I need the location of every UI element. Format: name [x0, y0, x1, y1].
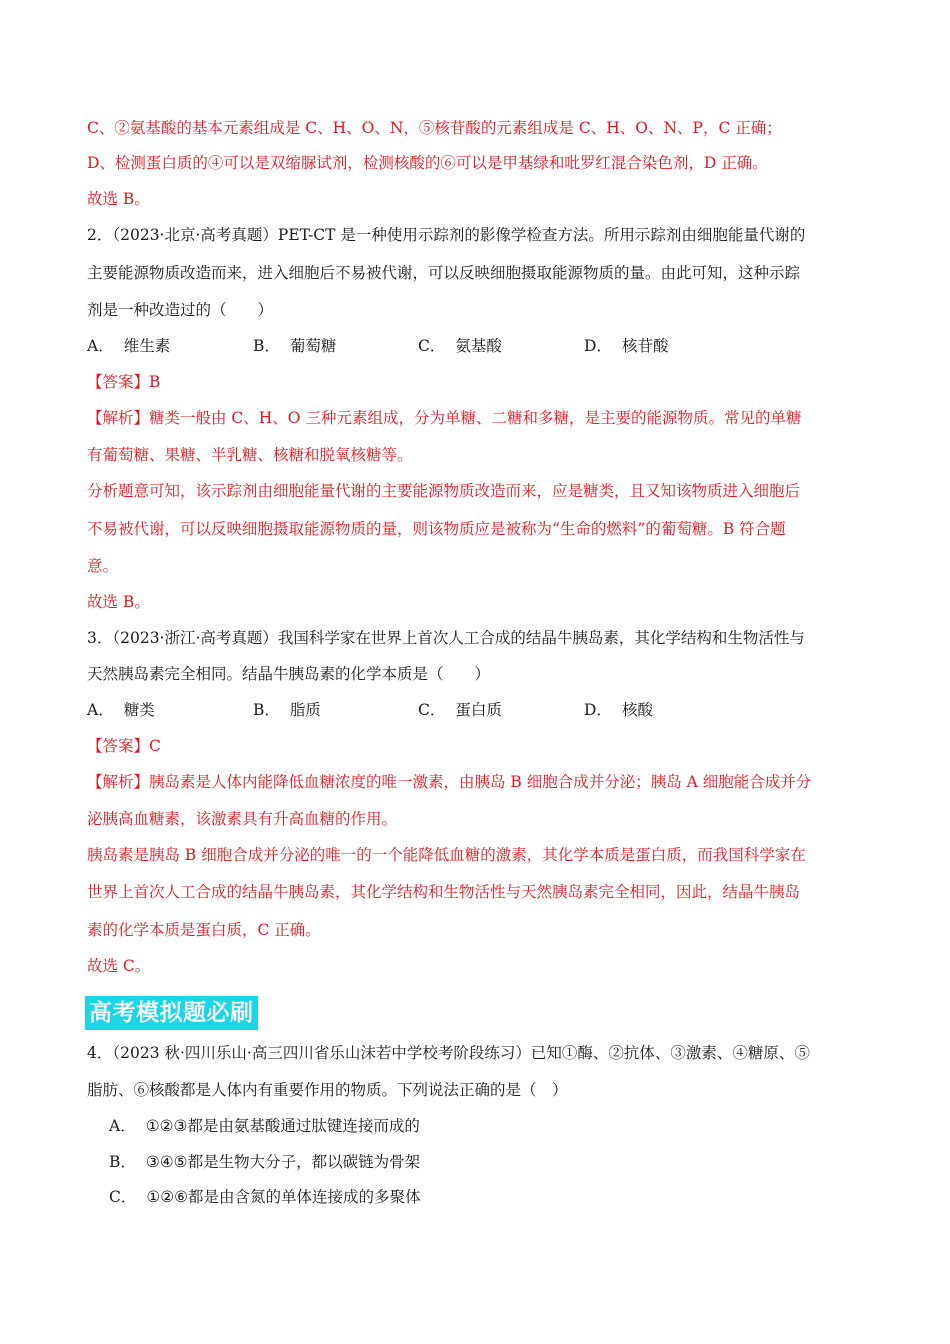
q2-stem: 主要能源物质改造而来，进入细胞后不易被代谢，可以反映细胞摄取能源物质的量。由此可知，这种示踪	[87, 264, 801, 282]
q3-stem: 天然胰岛素完全相同。结晶牛胰岛素的化学本质是（ ）	[87, 665, 491, 683]
q2-option-c	[418, 336, 502, 356]
q4-option-a	[109, 1116, 420, 1136]
section-banner: 高考模拟题必刷	[85, 996, 258, 1030]
q2-option-b	[253, 336, 336, 356]
option-label: A．	[87, 337, 114, 355]
option-label: A．	[87, 701, 114, 719]
option-text: 核苷酸	[621, 337, 669, 355]
q2-analysis: 分析题意可知，该示踪剂由细胞能量代谢的主要能源物质改造而来，应是糖类，且又知该物质进入细胞后	[87, 482, 801, 500]
option-text: ①②⑥都是由含氮的单体连接成的多聚体	[146, 1188, 421, 1206]
option-text: 蛋白质	[455, 701, 502, 719]
q4-option-b	[109, 1152, 420, 1172]
option-label: C．	[418, 337, 446, 355]
q3-analysis: 胰岛素是胰岛 B 细胞合成并分泌的唯一的一个能降低血糖的激素，其化学本质是蛋白质，而我国科学家在	[87, 846, 806, 864]
conclusion: 故选 B。	[87, 190, 150, 208]
q3-analysis: 素的化学本质是蛋白质，C 正确。	[87, 921, 321, 939]
q2-option-a	[87, 336, 170, 356]
q2-analysis: 意。	[87, 557, 119, 575]
q2-stem: 剂是一种改造过的（ ）	[87, 301, 274, 319]
q2-option-d	[584, 336, 668, 356]
option-text: ①②③都是由氨基酸通过肽键连接而成的	[145, 1117, 420, 1135]
q2-analysis: 有葡萄糖、果糖、半乳糖、核糖和脱氧核糖等。	[87, 446, 413, 464]
q2-conclusion: 故选 B。	[87, 593, 150, 611]
q2-analysis: 【解析】糖类一般由 C、H、O 三种元素组成，分为单糖、二糖和多糖，是主要的能源物质。常见的单糖	[87, 409, 802, 427]
q2-stem: 2．（2023·北京·高考真题）PET-CT 是一种使用示踪剂的影像学检查方法。所用示踪剂由细胞能量代谢的	[87, 226, 806, 244]
option-text: 氨基酸	[455, 337, 502, 355]
option-label: B．	[253, 337, 280, 355]
q3-conclusion: 故选 C。	[87, 957, 151, 975]
option-text: 维生素	[123, 337, 171, 355]
option-label: D．	[584, 337, 612, 355]
option-text: 脂质	[289, 701, 321, 719]
option-text: 核酸	[621, 701, 653, 719]
q2-answer: 【答案】B	[87, 373, 161, 391]
q3-analysis: 世界上首次人工合成的结晶牛胰岛素，其化学结构和生物活性与天然胰岛素完全相同，因此，结晶牛胰岛	[87, 883, 801, 901]
q3-option-d	[584, 700, 653, 720]
option-label: C．	[109, 1188, 137, 1206]
q3-option-c	[418, 700, 502, 720]
option-label: A．	[109, 1117, 136, 1135]
option-label: C．	[418, 701, 446, 719]
analysis-line-c: C、②氨基酸的基本元素组成是 C、H、O、N，⑤核苷酸的元素组成是 C、H、O、N、P，C 正确；	[87, 119, 782, 137]
option-label: B．	[109, 1153, 136, 1171]
q3-analysis: 【解析】胰岛素是人体内能降低血糖浓度的唯一激素，由胰岛 B 细胞合成并分泌；胰岛 A 细胞能合成并分	[87, 773, 812, 791]
option-label: D．	[584, 701, 612, 719]
q2-analysis: 不易被代谢，可以反映细胞摄取能源物质的量，则该物质应是被称为“生命的燃料”的葡萄糖。B 符合题	[87, 520, 786, 538]
analysis-line-d: D、检测蛋白质的④可以是双缩脲试剂，检测核酸的⑥可以是甲基绿和吡罗红混合染色剂，D 正确。	[87, 154, 768, 172]
option-text: 糖类	[123, 701, 155, 719]
q4-stem: 4．（2023 秋·四川乐山·高三四川省乐山沫若中学校考阶段练习）已知①酶、②抗体、③激素、④糖原、⑤	[87, 1044, 810, 1062]
q3-stem: 3．（2023·浙江·高考真题）我国科学家在世界上首次人工合成的结晶牛胰岛素，其化学结构和生物活性与	[87, 629, 805, 647]
q3-analysis: 泌胰高血糖素，该激素具有升高血糖的作用。	[87, 810, 398, 828]
q3-option-a	[87, 700, 155, 720]
q4-option-c	[109, 1187, 421, 1207]
q3-answer: 【答案】C	[87, 737, 161, 755]
q3-option-b	[253, 700, 321, 720]
option-text: 葡萄糖	[289, 337, 337, 355]
option-label: B．	[253, 701, 280, 719]
q4-stem: 脂肪、⑥核酸都是人体内有重要作用的物质。下列说法正确的是（ ）	[87, 1081, 568, 1099]
option-text: ③④⑤都是生物大分子，都以碳链为骨架	[145, 1153, 421, 1171]
